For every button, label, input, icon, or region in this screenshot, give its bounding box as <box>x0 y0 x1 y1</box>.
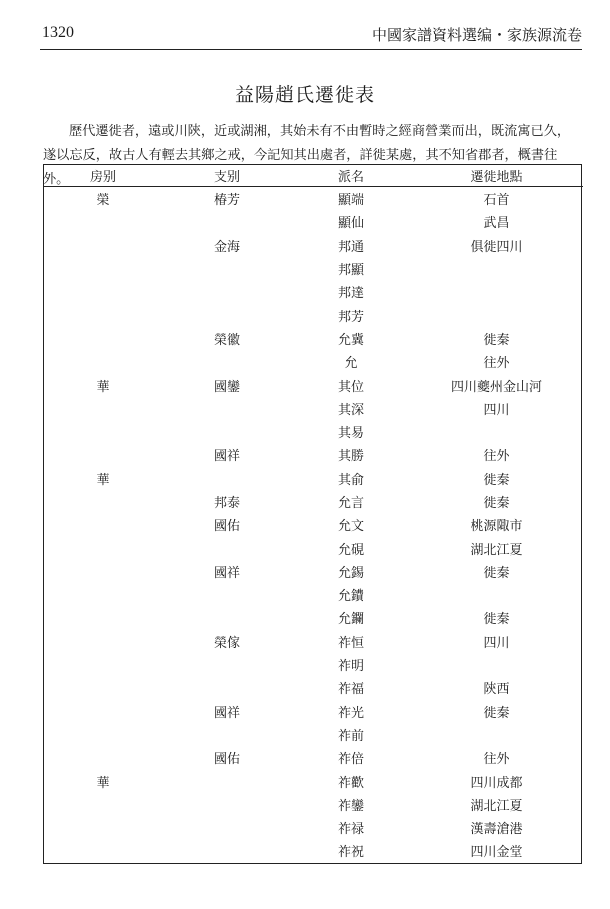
cell-branch <box>44 630 162 653</box>
cell-generation-name: 允錫 <box>337 565 364 581</box>
cell-sub-branch: 國祥 <box>213 565 240 581</box>
cell-sub-branch <box>162 303 292 326</box>
cell-sub-branch: 榮徽 <box>213 332 240 348</box>
table-row <box>44 467 583 490</box>
cell-sub-branch <box>162 397 292 420</box>
cell-generation-name: 允冀 <box>337 332 364 348</box>
table-row <box>44 280 583 303</box>
table-row <box>44 397 583 420</box>
cell-branch <box>44 676 162 699</box>
cell-branch <box>44 234 162 257</box>
table-row <box>44 723 583 746</box>
cell-branch <box>44 257 162 280</box>
cell-destination: 俱徙四川 <box>470 239 523 255</box>
cell-sub-branch <box>162 793 292 816</box>
cell-branch <box>44 793 162 816</box>
cell-generation-name: 祚福 <box>337 682 364 698</box>
cell-sub-branch <box>162 816 292 839</box>
cell-branch <box>44 536 162 559</box>
cell-destination: 往外 <box>483 449 510 465</box>
cell-generation-name: 其深 <box>337 402 364 418</box>
cell-sub-branch: 國佑 <box>213 752 240 768</box>
cell-sub-branch: 椿芳 <box>213 193 240 209</box>
cell-sub-branch <box>162 257 292 280</box>
cell-destination: 四川 <box>483 635 510 651</box>
cell-sub-branch <box>162 420 292 443</box>
table-row <box>44 234 583 257</box>
cell-destination: 四川成都 <box>470 775 523 791</box>
cell-destination: 四川金堂 <box>470 845 523 861</box>
cell-destination: 四川 <box>483 402 510 418</box>
cell-destination <box>410 280 583 303</box>
cell-generation-name: 邦達 <box>337 286 364 302</box>
cell-destination: 徙秦 <box>483 332 510 348</box>
cell-generation-name: 祚明 <box>337 659 364 675</box>
cell-sub-branch <box>162 536 292 559</box>
page-header <box>42 22 582 48</box>
table-row <box>44 653 583 676</box>
cell-sub-branch: 金海 <box>213 239 240 255</box>
table-row <box>44 420 583 443</box>
cell-generation-name: 其位 <box>337 379 364 395</box>
cell-generation-name: 允硯 <box>337 542 364 558</box>
cell-destination <box>410 653 583 676</box>
cell-generation-name: 邦通 <box>337 239 364 255</box>
column-header-branch: 房别 <box>44 165 162 187</box>
cell-branch <box>44 839 162 862</box>
cell-sub-branch: 邦泰 <box>213 496 240 511</box>
intro-paragraph: 歷代遷徙者，遠或川陝，近或湖湘，其始未有不由暫時之經商營業而出，既流寓已久，遂以忘反，故古人有輕去其鄉之戒，今記知其出處者，詳徙某處，其不知省郡者，概書往外。 <box>43 124 571 187</box>
table-row <box>44 187 583 211</box>
table-body <box>44 187 583 863</box>
cell-sub-branch <box>162 653 292 676</box>
cell-destination <box>410 420 583 443</box>
table-row <box>44 746 583 769</box>
cell-generation-name: 允言 <box>337 496 364 511</box>
cell-destination: 徙秦 <box>483 496 510 511</box>
table-row <box>44 490 583 513</box>
cell-branch <box>44 746 162 769</box>
cell-sub-branch <box>162 210 292 233</box>
column-header-destination: 遷徙地點 <box>410 165 583 187</box>
table-header-row <box>44 165 583 187</box>
cell-generation-name: 邦顯 <box>337 263 364 279</box>
cell-branch <box>44 443 162 466</box>
cell-destination <box>410 583 583 606</box>
table-row <box>44 513 583 536</box>
cell-generation-name: 祚倍 <box>337 752 364 768</box>
cell-sub-branch <box>162 350 292 373</box>
cell-branch <box>44 560 162 583</box>
cell-branch <box>44 350 162 373</box>
cell-generation-name: 祚歡 <box>337 775 364 791</box>
cell-branch <box>44 327 162 350</box>
table-row <box>44 257 583 280</box>
cell-generation-name: 祚光 <box>337 705 364 721</box>
cell-branch: 華 <box>96 472 110 488</box>
cell-generation-name: 邦芳 <box>337 309 364 325</box>
cell-destination: 徙秦 <box>483 612 510 628</box>
cell-branch <box>44 397 162 420</box>
cell-branch <box>44 303 162 326</box>
page-number: 1320 <box>42 24 74 41</box>
cell-sub-branch <box>162 676 292 699</box>
cell-sub-branch: 國佑 <box>213 519 240 535</box>
cell-generation-name: 其勝 <box>337 449 364 465</box>
cell-generation-name: 祚前 <box>337 728 364 744</box>
migration-table <box>43 164 582 864</box>
table-row <box>44 303 583 326</box>
cell-sub-branch <box>162 769 292 792</box>
table-row <box>44 606 583 629</box>
table-row <box>44 210 583 233</box>
cell-branch <box>44 420 162 443</box>
running-title: 中國家譜資料選编・家族源流卷 <box>371 26 582 44</box>
cell-branch: 華 <box>96 775 110 791</box>
table-row <box>44 373 583 396</box>
cell-branch <box>44 513 162 536</box>
header-rule <box>40 49 582 50</box>
table-row <box>44 583 583 606</box>
cell-destination <box>410 303 583 326</box>
cell-branch <box>44 606 162 629</box>
cell-branch <box>44 210 162 233</box>
cell-generation-name: 其易 <box>337 426 364 442</box>
cell-generation-name: 允鑭 <box>337 612 364 628</box>
cell-destination: 四川夔州金山河 <box>450 379 542 395</box>
cell-generation-name: 祚禄 <box>337 822 364 838</box>
cell-destination: 往外 <box>483 752 510 768</box>
cell-generation-name: 祚祝 <box>337 845 364 861</box>
cell-sub-branch: 國祥 <box>213 705 240 721</box>
cell-generation-name: 允 <box>344 356 358 372</box>
document-title: 益陽趙氏遷徙表 <box>234 84 375 106</box>
cell-generation-name: 允鐨 <box>337 589 364 605</box>
cell-branch <box>44 723 162 746</box>
cell-sub-branch: 國鑾 <box>213 379 240 395</box>
cell-destination: 石首 <box>483 193 510 209</box>
table-row <box>44 676 583 699</box>
table-row <box>44 350 583 373</box>
cell-destination: 武昌 <box>483 216 510 232</box>
cell-sub-branch <box>162 467 292 490</box>
cell-destination: 徙秦 <box>483 565 510 581</box>
cell-branch <box>44 816 162 839</box>
cell-destination <box>410 723 583 746</box>
table-row <box>44 443 583 466</box>
table-row <box>44 630 583 653</box>
cell-destination: 湖北江夏 <box>470 798 523 814</box>
table-row <box>44 816 583 839</box>
cell-branch <box>44 583 162 606</box>
cell-sub-branch <box>162 583 292 606</box>
table-row <box>44 769 583 792</box>
cell-sub-branch: 國祥 <box>213 449 240 465</box>
column-header-sub-branch: 支别 <box>162 165 292 187</box>
cell-branch <box>44 700 162 723</box>
table-row <box>44 536 583 559</box>
cell-generation-name: 祚鑾 <box>337 798 364 814</box>
cell-branch <box>44 653 162 676</box>
cell-branch <box>44 490 162 513</box>
cell-sub-branch <box>162 280 292 303</box>
table-row <box>44 700 583 723</box>
cell-destination: 桃源陬市 <box>470 519 523 535</box>
cell-branch <box>44 280 162 303</box>
cell-generation-name: 允文 <box>337 519 364 535</box>
cell-generation-name: 祚恒 <box>337 635 364 651</box>
cell-branch: 華 <box>96 379 110 395</box>
table-row <box>44 839 583 862</box>
cell-sub-branch <box>162 723 292 746</box>
cell-destination: 徙秦 <box>483 705 510 721</box>
cell-sub-branch <box>162 606 292 629</box>
cell-generation-name: 顯端 <box>337 193 364 209</box>
cell-destination: 陝西 <box>483 682 510 698</box>
cell-sub-branch <box>162 839 292 862</box>
cell-branch: 榮 <box>96 193 110 209</box>
cell-generation-name: 其俞 <box>337 472 364 488</box>
cell-destination: 往外 <box>483 356 510 372</box>
table-row <box>44 327 583 350</box>
cell-destination: 徙秦 <box>483 472 510 488</box>
table-row <box>44 560 583 583</box>
cell-destination: 湖北江夏 <box>470 542 523 558</box>
cell-destination: 漢壽滄港 <box>470 822 523 838</box>
table-row <box>44 793 583 816</box>
column-header-generation-name: 派名 <box>292 165 410 187</box>
cell-generation-name: 顯仙 <box>337 216 364 232</box>
cell-destination <box>410 257 583 280</box>
cell-sub-branch: 榮傢 <box>213 635 240 651</box>
